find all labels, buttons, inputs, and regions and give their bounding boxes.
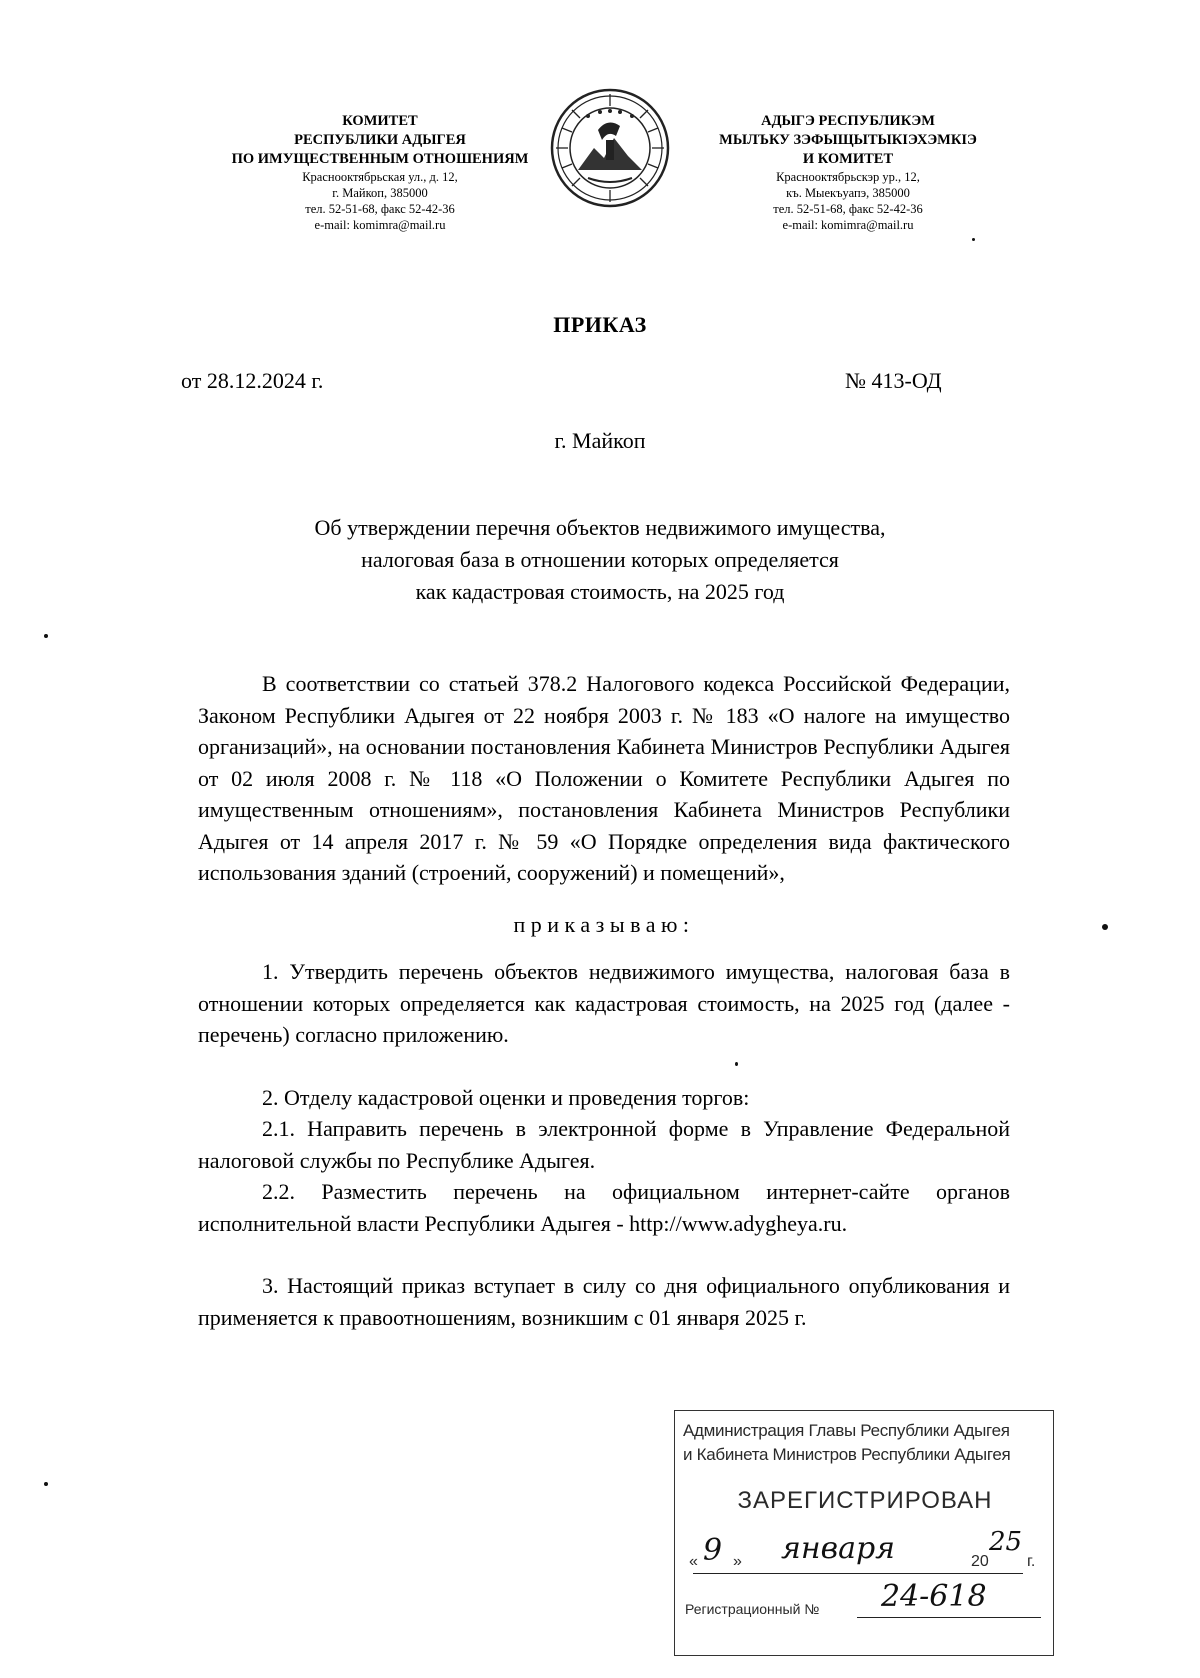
address-ru-line2: г. Майкоп, 385000 [332, 186, 428, 200]
stamp-reg-number: 24-618 [881, 1579, 987, 1614]
stamp-month: января [781, 1531, 896, 1566]
org-name-ru-line2: РЕСПУБЛИКИ АДЫГЕЯ [294, 132, 466, 148]
header-left-block [190, 112, 570, 233]
stamp-year-suffix: 25 [989, 1527, 1023, 1557]
email-ady: e-mail: komimra@mail.ru [782, 218, 914, 232]
phone-ru: тел. 52-51-68, факс 52-42-36 [305, 202, 455, 216]
stamp-authority-line2: и Кабинета Министров Республики Адыгея [683, 1445, 1011, 1464]
document-number: № 413-ОД [845, 368, 942, 393]
stamp-registered: ЗАРЕГИСТРИРОВАН [737, 1487, 993, 1514]
stamp-year-prefix: 20 [971, 1553, 989, 1570]
phone-ady: тел. 52-51-68, факс 52-42-36 [773, 202, 923, 216]
org-name-ru-line1: КОМИТЕТ [342, 113, 418, 129]
item-2-1: 2.1. Направить перечень в электронной форме в Управление Федеральной налоговой службы по Республике Адыгея. [198, 1116, 1010, 1173]
item-2-2: 2.2. Разместить перечень на официальном интернет-сайте органов исполнительной власти Республики Адыгея - http://www.adygheya.ru. [198, 1179, 1010, 1236]
item-2: 2. Отделу кадастровой оценки и проведения торгов: [262, 1084, 750, 1110]
stamp-reg-label: Регистрационный № [685, 1601, 820, 1617]
org-name-ady-line1: АДЫГЭ РЕСПУБЛИКЭМ [761, 113, 935, 129]
org-name-ru-line3: ПО ИМУЩЕСТВЕННЫМ ОТНОШЕНИЯМ [231, 151, 529, 167]
registration-stamp [674, 1410, 1054, 1656]
org-name-ady-line3: И КОМИТЕТ [802, 151, 894, 167]
stamp-authority-line1: Администрация Главы Республики Адыгея [683, 1421, 1010, 1440]
document-subject [150, 512, 1050, 608]
stamp-quote-close: » [733, 1553, 742, 1570]
address-ady-line2: къ. Мыекъуапэ, 385000 [786, 186, 910, 200]
subject-line-3: как кадастровая стоимость, на 2025 год [415, 579, 785, 604]
stamp-quote-open: « [689, 1553, 698, 1570]
stamp-date-line [689, 1527, 1045, 1575]
document-date: от 28.12.2024 г. [181, 368, 324, 393]
preamble-paragraph: В соответствии со статьей 378.2 Налогового кодекса Российской Федерации, Законом Республики Адыгея от 22 ноября 2003 г. № 183 «О налоге на имущество организаций», на основании постановления Кабинета Министров Республики Адыгея от 02 июля 2008 г. № 118 «О Положении о Комитете Республики Адыгея по имущественным отношениям», постановления Кабинета Министров Республики Адыгея от 14 апреля 2017 г. № 59 «О Порядке определения вида фактического использования зданий (строений, сооружений) и помещений», [198, 671, 1010, 885]
stamp-year-mark: г. [1027, 1553, 1036, 1570]
document-title: ПРИКАЗ [553, 312, 647, 337]
subject-line-2: налоговая база в отношении которых определяется [361, 547, 839, 572]
address-ady-line1: Краснооктябрьскэр ур., 12, [776, 170, 920, 184]
item-3: 3. Настоящий приказ вступает в силу со дня официального опубликования и применяется к правоотношениям, возникшим с 01 января 2025 г. [198, 1273, 1010, 1330]
header-right-block [668, 112, 1028, 233]
order-word: приказываю: [513, 911, 695, 937]
item-1: 1. Утвердить перечень объектов недвижимого имущества, налоговая база в отношении которых определяется как кадастровая стоимость, на 2025 год (далее - перечень) согласно приложению. [198, 959, 1010, 1047]
document-city: г. Майкоп [554, 428, 646, 453]
org-name-ady-line2: МЫЛЪКУ ЗЭФЫЩЫТЫКIЭХЭМКIЭ [719, 132, 977, 148]
coat-of-arms-icon [548, 86, 672, 210]
subject-line-1: Об утверждении перечня объектов недвижимого имущества, [314, 515, 886, 540]
document-body [198, 668, 1010, 1333]
email-ru: e-mail: komimra@mail.ru [314, 218, 446, 232]
stamp-day: 9 [703, 1533, 723, 1568]
address-ru-line1: Краснооктябрьская ул., д. 12, [302, 170, 458, 184]
